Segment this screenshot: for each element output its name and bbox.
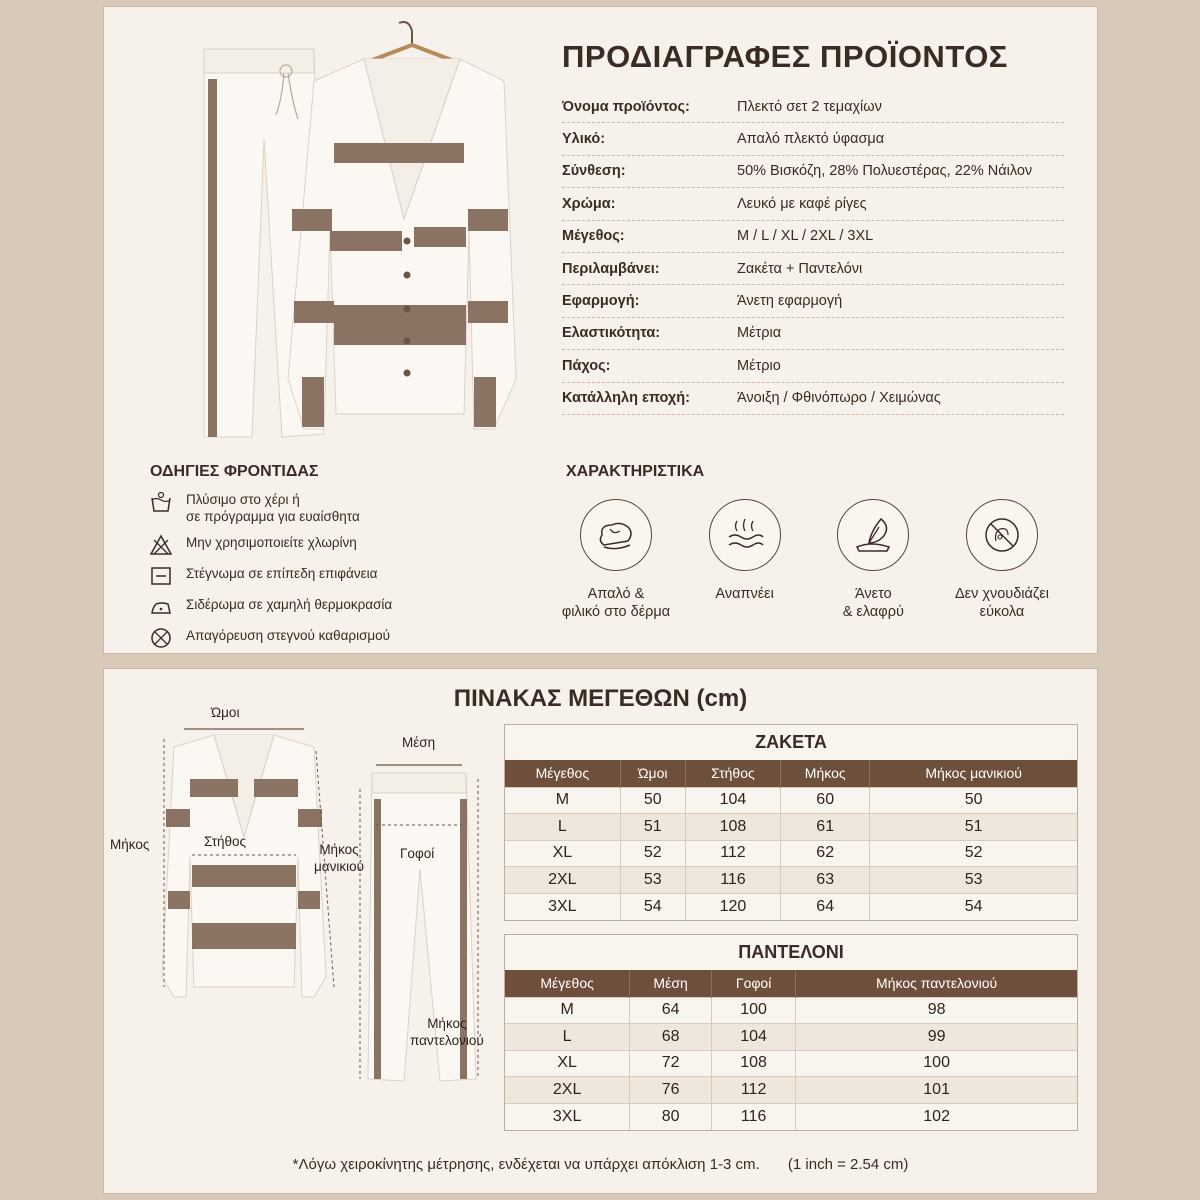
feature-label: Άνετο & ελαφρύ xyxy=(842,586,904,620)
table-cell: 112 xyxy=(711,1077,795,1104)
table-cell: 63 xyxy=(781,867,870,894)
feature-item xyxy=(811,499,935,621)
spec-row xyxy=(562,253,1064,285)
pants-hips-label: Γοφοί xyxy=(400,846,435,861)
table-cell: 116 xyxy=(685,867,780,894)
table-cell: 72 xyxy=(630,1050,712,1077)
table-row xyxy=(505,787,1077,814)
table-cell: 3XL xyxy=(505,1103,630,1130)
spec-value: Ζακέτα + Παντελόνι xyxy=(737,260,863,277)
care-item xyxy=(150,565,450,587)
spec-key: Πάχος: xyxy=(562,357,611,374)
spec-value: Πλεκτό σετ 2 τεμαχίων xyxy=(737,98,882,115)
no-dry-clean-icon xyxy=(150,627,172,649)
table-cell: 53 xyxy=(620,867,685,894)
table-header: Μήκος παντελονιού xyxy=(796,970,1077,997)
pants-length-label: Μήκος παντελονιού xyxy=(410,1016,484,1048)
table-cell: 112 xyxy=(685,840,780,867)
spec-row xyxy=(562,350,1064,382)
care-item xyxy=(150,491,450,525)
table-header: Μέγεθος xyxy=(505,760,620,787)
table-cell: 99 xyxy=(796,1024,1077,1051)
feature-label: Αναπνέει xyxy=(715,586,774,602)
table-cell: 2XL xyxy=(505,1077,630,1104)
table-row xyxy=(505,867,1077,894)
table-cell: 50 xyxy=(620,787,685,814)
spec-key: Μέγεθος: xyxy=(562,228,625,245)
spec-row xyxy=(562,221,1064,253)
feather-icon xyxy=(851,513,895,557)
spec-row xyxy=(562,156,1064,188)
size-chart-panel xyxy=(103,668,1098,1194)
table-row xyxy=(505,1103,1077,1130)
specs-title: ΠΡΟΔΙΑΓΡΑΦΕΣ ΠΡΟΪΟΝΤΟΣ xyxy=(562,39,1008,74)
measurement-note xyxy=(104,1156,1097,1173)
pants-size-table xyxy=(504,934,1078,1131)
pants-table-title: ΠΑΝΤΕΛΟΝΙ xyxy=(738,942,844,962)
table-cell: 51 xyxy=(870,814,1077,841)
spec-value: Άνοιξη / Φθινόπωρο / Χειμώνας xyxy=(737,390,941,407)
table-row xyxy=(505,997,1077,1024)
table-cell: 116 xyxy=(711,1103,795,1130)
table-cell: 51 xyxy=(620,814,685,841)
table-cell: 101 xyxy=(796,1077,1077,1104)
table-cell: 61 xyxy=(781,814,870,841)
table-cell: 60 xyxy=(781,787,870,814)
table-row xyxy=(505,1077,1077,1104)
dry-flat-icon xyxy=(150,565,172,587)
table-cell: 53 xyxy=(870,867,1077,894)
table-cell: 52 xyxy=(870,840,1077,867)
table-cell: 100 xyxy=(711,997,795,1024)
table-header: Στήθος xyxy=(685,760,780,787)
jacket-chest-label: Στήθος xyxy=(204,834,247,849)
table-cell: M xyxy=(505,787,620,814)
table-row xyxy=(505,1024,1077,1051)
table-cell: 120 xyxy=(685,893,780,920)
table-cell: 108 xyxy=(685,814,780,841)
table-header: Μέση xyxy=(630,970,712,997)
jacket-size-table xyxy=(504,724,1078,921)
care-text: Πλύσιμο στο χέρι ή σε πρόγραμμα για ευαίσθητα xyxy=(186,492,360,524)
table-cell: 104 xyxy=(685,787,780,814)
table-cell: 76 xyxy=(630,1077,712,1104)
table-header: Μήκος xyxy=(781,760,870,787)
table-header: Μήκος μανικιού xyxy=(870,760,1077,787)
care-text: Στέγνωμα σε επίπεδη επιφάνεια xyxy=(186,566,378,581)
spec-row xyxy=(562,318,1064,350)
table-cell: 54 xyxy=(870,893,1077,920)
table-row xyxy=(505,893,1077,920)
iron-low-icon xyxy=(150,596,172,618)
spec-key: Εφαρμογή: xyxy=(562,293,640,310)
size-chart-title: ΠΙΝΑΚΑΣ ΜΕΓΕΘΩΝ (cm) xyxy=(453,685,748,712)
features-title: ΧΑΡΑΚΤΗΡΙΣΤΙΚΑ xyxy=(566,463,705,480)
table-cell: 3XL xyxy=(505,893,620,920)
breathable-icon xyxy=(723,513,767,557)
table-cell: 98 xyxy=(796,997,1077,1024)
no-bleach-icon xyxy=(150,534,172,556)
spec-value: M / L / XL / 2XL / 3XL xyxy=(737,228,874,245)
table-cell: 52 xyxy=(620,840,685,867)
spec-row xyxy=(562,91,1064,123)
spec-row xyxy=(562,188,1064,220)
inch-conversion-note: (1 inch = 2.54 cm) xyxy=(787,1156,909,1173)
features-list xyxy=(554,499,1064,621)
spec-row xyxy=(562,383,1064,415)
table-cell: 2XL xyxy=(505,867,620,894)
jacket-table-title: ΖΑΚΕΤΑ xyxy=(755,732,827,752)
hand-wash-icon xyxy=(150,491,172,513)
feature-item xyxy=(554,499,678,621)
table-cell: XL xyxy=(505,840,620,867)
table-cell: 62 xyxy=(781,840,870,867)
table-cell: 64 xyxy=(630,997,712,1024)
jacket-sleeve-label: Μήκος μανικιού xyxy=(314,842,364,874)
table-row xyxy=(505,840,1077,867)
jacket-shoulders-label: Ώμοι xyxy=(211,705,240,720)
deviation-note: *Λόγω χειροκίνητης μέτρησης, ενδέχεται να υπάρχει απόκλιση 1-3 cm. xyxy=(292,1156,760,1173)
care-title: ΟΔΗΓΙΕΣ ΦΡΟΝΤΙΔΑΣ xyxy=(150,463,319,480)
table-cell: 50 xyxy=(870,787,1077,814)
table-cell: M xyxy=(505,997,630,1024)
table-header: Γοφοί xyxy=(711,970,795,997)
product-specs-panel xyxy=(103,6,1098,654)
spec-value: Μέτριο xyxy=(737,357,781,374)
spec-key: Χρώμα: xyxy=(562,195,616,212)
table-header: Ώμοι xyxy=(620,760,685,787)
care-list xyxy=(150,491,450,658)
table-cell: 54 xyxy=(620,893,685,920)
table-cell: 68 xyxy=(630,1024,712,1051)
spec-value: Λευκό με καφέ ρίγες xyxy=(737,195,867,212)
spec-value: 50% Βισκόζη, 28% Πολυεστέρας, 22% Νάιλον xyxy=(737,163,1033,180)
spec-value: Άνετη εφαρμογή xyxy=(737,293,843,310)
table-cell: L xyxy=(505,814,620,841)
table-cell: 64 xyxy=(781,893,870,920)
table-cell: XL xyxy=(505,1050,630,1077)
table-cell: 80 xyxy=(630,1103,712,1130)
feature-label: Απαλό & φιλικό στο δέρμα xyxy=(561,586,671,620)
spec-key: Κατάλληλη εποχή: xyxy=(562,390,690,407)
table-cell: 104 xyxy=(711,1024,795,1051)
table-row xyxy=(505,1050,1077,1077)
spec-key: Υλικό: xyxy=(562,131,606,148)
pants-waist-label: Μέση xyxy=(402,735,436,750)
spec-row xyxy=(562,123,1064,155)
care-item xyxy=(150,596,450,618)
feature-item xyxy=(683,499,807,621)
spec-key: Σύνθεση: xyxy=(562,163,626,180)
feature-label: Δεν χνουδιάζει εύκολα xyxy=(954,586,1049,620)
spec-table xyxy=(562,91,1064,415)
care-text: Απαγόρευση στεγνού καθαρισμού xyxy=(186,628,391,643)
table-cell: L xyxy=(505,1024,630,1051)
spec-value: Μέτρια xyxy=(737,325,782,342)
soft-fabric-icon xyxy=(594,513,638,557)
care-text: Μην χρησιμοποιείτε χλωρίνη xyxy=(186,535,357,550)
table-cell: 108 xyxy=(711,1050,795,1077)
care-item xyxy=(150,627,450,649)
no-pilling-icon xyxy=(980,513,1024,557)
spec-key: Περιλαμβάνει: xyxy=(562,260,660,277)
table-cell: 100 xyxy=(796,1050,1077,1077)
spec-value: Απαλό πλεκτό ύφασμα xyxy=(737,131,885,148)
feature-item xyxy=(940,499,1064,621)
spec-key: Ελαστικότητα: xyxy=(562,325,661,342)
care-text: Σιδέρωμα σε χαμηλή θερμοκρασία xyxy=(186,597,393,612)
table-header: Μέγεθος xyxy=(505,970,630,997)
spec-row xyxy=(562,285,1064,317)
product-photo xyxy=(164,19,524,449)
care-item xyxy=(150,534,450,556)
table-cell: 102 xyxy=(796,1103,1077,1130)
spec-key: Όνομα προϊόντος: xyxy=(562,98,690,115)
table-row xyxy=(505,814,1077,841)
jacket-length-label: Μήκος xyxy=(110,837,150,852)
